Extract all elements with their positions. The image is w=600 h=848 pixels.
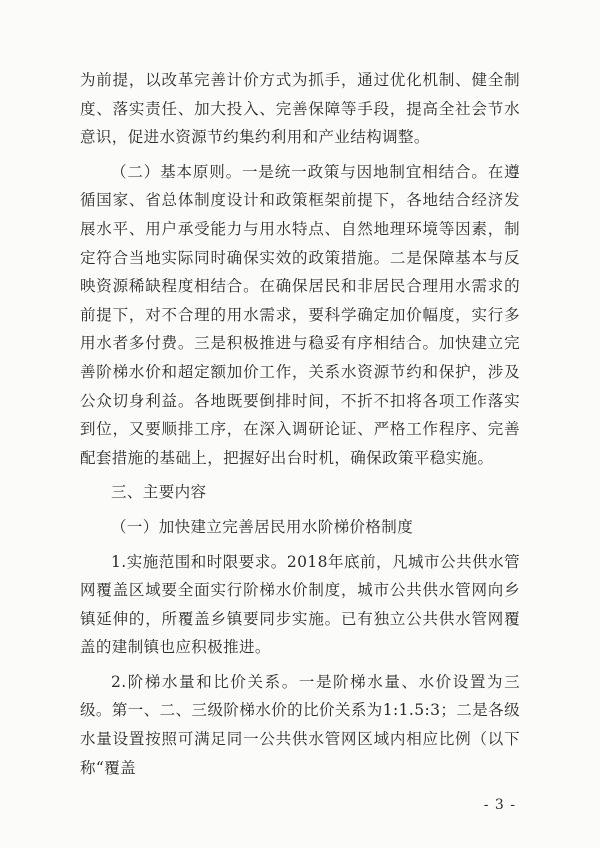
paragraph-continuation: 为前提，以改革完善计价方式为抓手，通过优化机制、健全制度、落实责任、加大投入、完善保障等手段，提高全社会节水意识，促进水资源节约集约利用和产业结构调整。 [80, 71, 520, 147]
paragraph-basic-principles: （二）基本原则。一是统一政策与因地制宜相结合。在遵循国家、省总体制度设计和政策框架前提下，各地结合经济发展水平、用户承受能力与用水特点、自然地理环境等因素，制定符合当地实际同时确保实效的政策措施。二是保障基本与反映资源稀缺程度相结合。在确保居民和非居民合理用水需求的前提下，对不合理的用水需求，要科学确定加价幅度，实行多用水者多付费。三是积极推进与稳妥有序相结合。加快建立完善阶梯水价和超定额加价工作，关系水资源节约和保护，涉及公众切身利益。各地既要倒排时间，不折不扣将各项工作落实到位，又要顺排工序，在深入调研论证、严格工作程序、完善配套措施的基础上，把握好出台时机，确保政策平稳实施。 [80, 162, 520, 467]
paragraph-scope-and-deadline: 1.实施范围和时限要求。2018年底前，凡城市公共供水管网覆盖区域要全面实行阶梯水价制度，城市公共供水管网向乡镇延伸的，所覆盖乡镇要同步实施。已有独立公共供水管网覆盖的建制镇也应积极推进。 [80, 552, 520, 657]
page-number: - 3 - [483, 797, 516, 813]
section-heading-main-content: 三、主要内容 [111, 483, 207, 502]
subsection-heading-tiered-price: （一）加快建立完善居民用水阶梯价格制度 [111, 517, 414, 536]
paragraph-tier-volume-and-ratio: 2.阶梯水量和比价关系。一是阶梯水量、水价设置为三级。第一、二、三级阶梯水价的比价关系为1:1.5:3；二是各级水量设置按照可满足同一公共供水管网区域内相应比例（以下称“覆盖 [80, 672, 520, 777]
document-body [80, 66, 520, 782]
